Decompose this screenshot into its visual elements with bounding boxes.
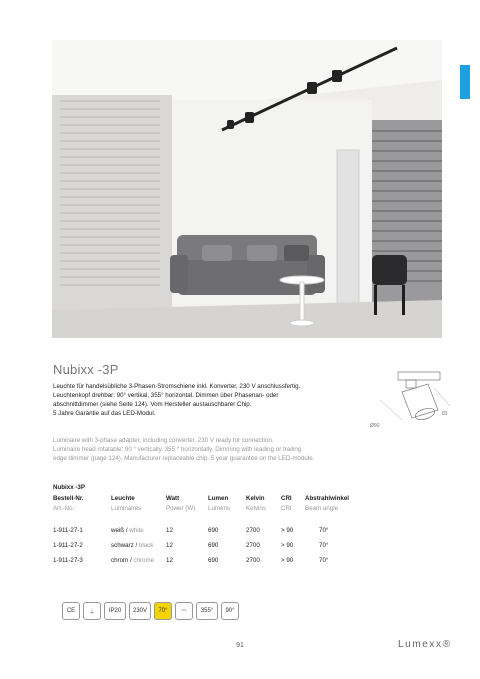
- description-line: abschnittdimmer (siehe Seite 124). Vom Hersteller austauschbarer Chip.: [53, 401, 252, 408]
- table-row: [53, 538, 365, 553]
- rotation-355-icon: 355°: [196, 602, 218, 620]
- spec-subheader-row: [53, 503, 365, 513]
- cell-luminaire: weiß / white: [111, 527, 144, 534]
- cell-luminaire: chrom / chrome: [111, 557, 155, 564]
- product-title: Nubixx -3P: [53, 362, 119, 377]
- header-cri: CRI: [281, 495, 292, 502]
- cell-kelvin: 2700: [246, 527, 260, 534]
- cell-cri: > 90: [281, 527, 294, 534]
- table-row: [53, 523, 365, 538]
- cell-luminaire: schwarz / black: [111, 542, 154, 549]
- cell-article-number: 1-911-27-3: [53, 557, 83, 564]
- ip20-icon: IP20: [104, 602, 126, 620]
- brand-logo: Lumexx®: [398, 639, 452, 650]
- subheader-power: Power (W): [166, 504, 196, 512]
- table-row: [53, 553, 365, 568]
- description-line: Leuchtenkopf drehbar: 90° vertikal, 355° horizontal. Dimmen über Phasenan- oder: [53, 392, 279, 399]
- cell-lumen: 690: [208, 557, 219, 564]
- cell-lumen: 690: [208, 542, 219, 549]
- cell-cri: > 90: [281, 542, 294, 549]
- description-line: 5 Jahre Garantie auf das LED-Modul.: [53, 410, 156, 417]
- cell-lumen: 690: [208, 527, 219, 534]
- ce-mark-icon: CE: [62, 602, 80, 620]
- protection-class-icon: ⏚: [83, 602, 101, 620]
- cell-cri: > 90: [281, 557, 294, 564]
- dimmable-icon: ◠: [175, 602, 193, 620]
- header-kelvin: Kelvin: [246, 495, 265, 502]
- subheader-article-number: Art.-No.:: [53, 504, 77, 512]
- cell-article-number: 1-911-27-1: [53, 527, 83, 534]
- cell-article-number: 1-911-27-2: [53, 542, 83, 549]
- cell-watt: 12: [166, 557, 173, 564]
- description-german: [53, 382, 413, 418]
- subheader-beam-angle: Beam angle: [305, 504, 339, 512]
- cell-kelvin: 2700: [246, 557, 260, 564]
- spec-product-name: Nubixx -3P: [53, 484, 85, 491]
- subheader-kelvins: Kelvins: [246, 504, 266, 512]
- header-beam-angle: Abstrahlwinkel: [305, 495, 350, 502]
- description-line: edge dimmer (page 124). Manufacturer replaceable chip. 5 year guarantee on the LED-module.: [53, 455, 315, 462]
- voltage-230v-icon: 230V: [129, 602, 151, 620]
- height-label: 83: [442, 411, 448, 417]
- spec-table: [53, 494, 365, 568]
- header-watt: Watt: [166, 495, 180, 502]
- tilt-90-icon: 90°: [221, 602, 239, 620]
- header-luminaire: Leuchte: [111, 495, 135, 502]
- certification-icons: [62, 602, 239, 620]
- cell-watt: 12: [166, 542, 173, 549]
- spec-header-row: [53, 494, 365, 503]
- description-line: Luminaire head rotatable: 90 ° vertically, 355 ° horizontally. Dimming with leading or trailing: [53, 446, 302, 453]
- accent-tab: [460, 65, 470, 99]
- description-english: [53, 436, 433, 463]
- page-number: 91: [236, 642, 244, 649]
- subheader-luminaire: Luminaires: [111, 504, 142, 512]
- cell-kelvin: 2700: [246, 542, 260, 549]
- dimension-diagram: [362, 370, 454, 430]
- header-article-number: Bestell-Nr.: [53, 495, 84, 502]
- header-lumen: Lumen: [208, 495, 229, 502]
- diameter-label: Ø90: [370, 423, 380, 429]
- cell-beam-angle: 70°: [319, 557, 329, 564]
- subheader-cri: CRI: [281, 504, 292, 512]
- subheader-lumens: Lumens: [208, 504, 231, 512]
- cell-watt: 12: [166, 527, 173, 534]
- description-line: Leuchte für handelsübliche 3-Phasen-Stromschiene inkl. Konverter, 230 V anschlussfertig.: [53, 383, 301, 390]
- beam-angle-70-icon: 70°: [154, 602, 172, 620]
- product-photo: [52, 40, 442, 338]
- description-line: Luminaire with 3-phase adapter, including converter, 230 V ready for connection.: [53, 437, 274, 444]
- cell-beam-angle: 70°: [319, 527, 329, 534]
- cell-beam-angle: 70°: [319, 542, 329, 549]
